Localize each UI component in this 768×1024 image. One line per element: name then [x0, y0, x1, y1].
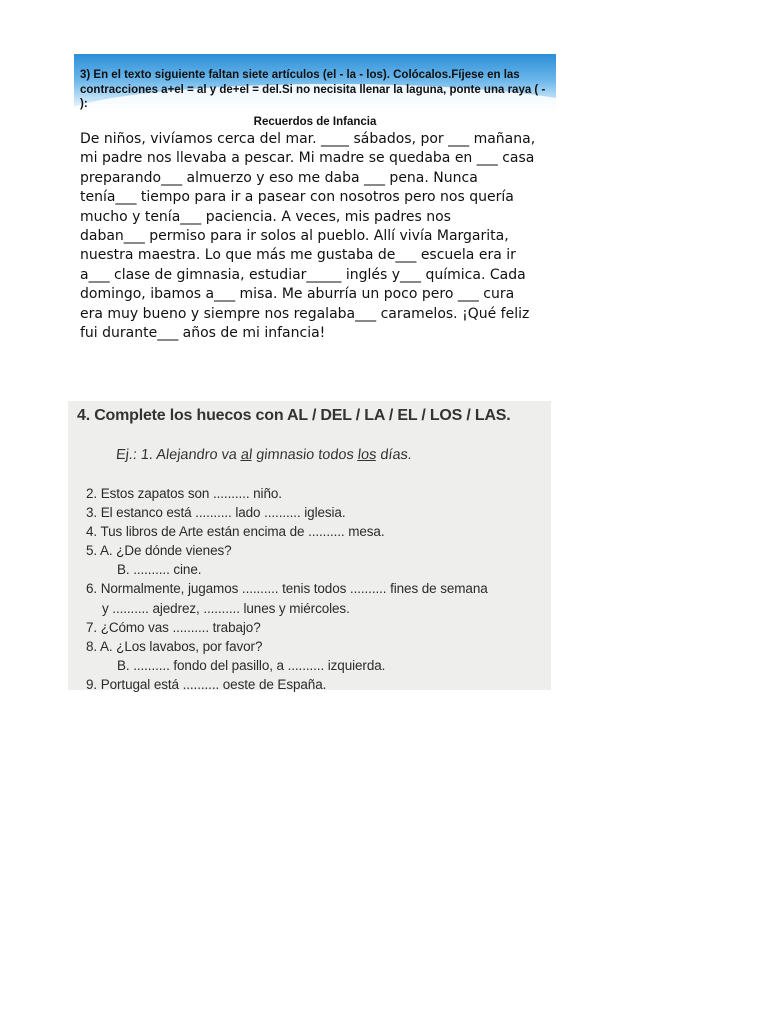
- story-line: mucho y tenía___ paciencia. A veces, mis padres nos: [80, 208, 451, 225]
- story-line: tenía___ tiempo para ir a pasear con nosotros pero nos quería: [80, 189, 514, 206]
- exercise-item: 4. Tus libros de Arte están encima de .......... mesa.: [86, 524, 385, 540]
- exercise-item: y .......... ajedrez, .......... lunes y miércoles.: [102, 600, 350, 616]
- example-mid: gimnasio todos: [251, 447, 359, 463]
- example-prefix: Ej.: 1. Alejandro va: [115, 447, 242, 463]
- exercise-4-list: [86, 484, 488, 694]
- story-line: domingo, ibamos a___ misa. Me aburría un poco pero ___ cura: [80, 286, 515, 303]
- exercise-3-instructions: 3) En el texto siguiente faltan siete artículos (el - la - los). Colócalos.Fíjese en las contracciones a+el = al y de+el = del.Si no necisita llenar la laguna, ponte una raya ( - ):: [80, 69, 546, 110]
- story-line: mi padre nos llevaba a pescar. Mi madre se quedaba en ___ casa: [80, 150, 535, 167]
- story-line: nuestra maestra. Lo que más me gustaba de___ escuela era ir: [80, 247, 516, 264]
- exercise-4-example: [115, 447, 413, 463]
- exercise-item: B. .......... cine.: [117, 562, 202, 578]
- example-answer-los: los: [356, 447, 378, 463]
- exercise-item: 8. A. ¿Los lavabos, por favor?: [86, 638, 263, 654]
- example-answer-al: al: [240, 447, 254, 463]
- exercise-item: 2. Estos zapatos son .......... niño.: [86, 486, 282, 501]
- exercise-4-panel: [68, 401, 551, 690]
- story-line: a___ clase de gimnasia, estudiar_____ inglés y___ química. Cada: [80, 266, 526, 283]
- exercise-item: 5. A. ¿De dónde vienes?: [86, 543, 232, 559]
- exercise-item: 6. Normalmente, jugamos .......... tenis todos .......... fines de semana: [86, 581, 488, 597]
- exercise-item: 9. Portugal está .......... oeste de España.: [86, 676, 327, 692]
- story-text: [80, 130, 555, 343]
- story-line: De niños, vivíamos cerca del mar. ____ sábados, por ___ mañana,: [80, 131, 536, 147]
- exercise-item: B. .......... fondo del pasillo, a .......... izquierda.: [117, 657, 386, 673]
- story-title: Recuerdos de Infancia: [253, 116, 377, 128]
- story-line: preparando___ almuerzo y eso me daba ___ pena. Nunca: [80, 169, 478, 186]
- exercise-item: 3. El estanco está .......... lado .......... iglesia.: [86, 505, 346, 521]
- exercise-item: 7. ¿Cómo vas .......... trabajo?: [86, 619, 261, 635]
- exercise-4-title: 4. Complete los huecos con AL / DEL / LA / EL / LOS / LAS.: [77, 407, 511, 424]
- example-suffix: días.: [375, 447, 413, 463]
- story-line: era muy bueno y siempre nos regalaba___ caramelos. ¡Qué feliz: [80, 305, 530, 322]
- story-line: daban___ permiso para ir solos al pueblo. Allí vivía Margarita,: [80, 228, 509, 245]
- story-line: fui durante___ años de mi infancia!: [80, 325, 326, 342]
